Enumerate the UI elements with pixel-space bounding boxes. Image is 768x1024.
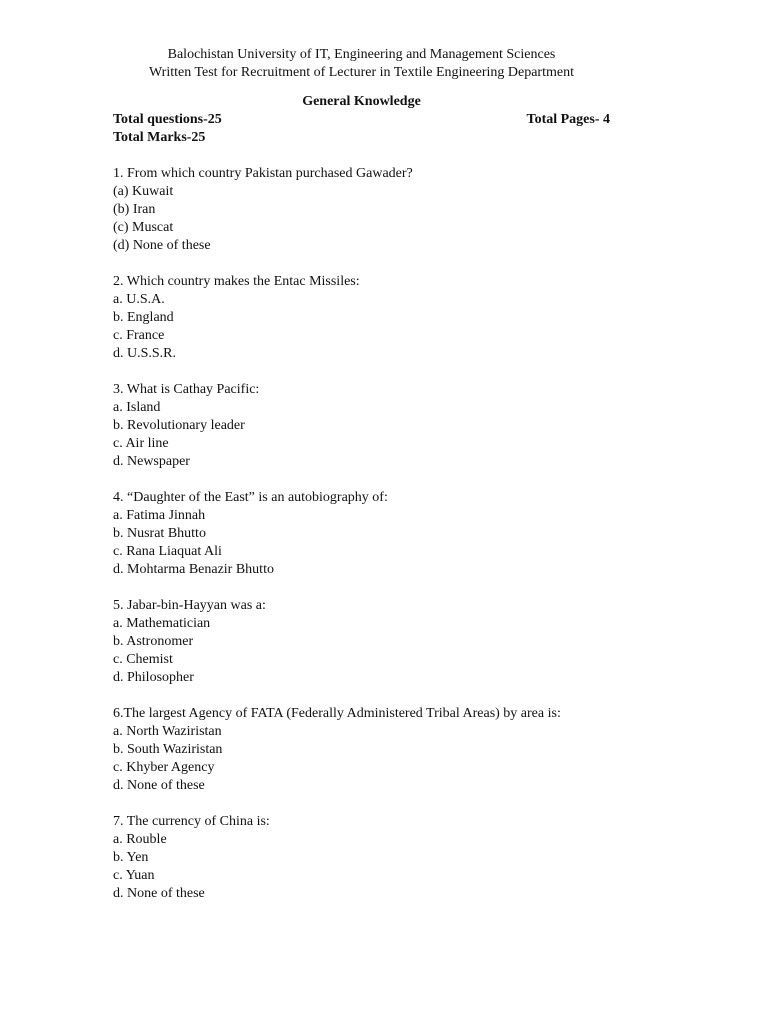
option-d: d. Philosopher [113, 670, 194, 685]
question-text: 3. What is Cathay Pacific: [113, 382, 260, 397]
question-7 [113, 813, 610, 903]
option-c: c. Air line [113, 436, 169, 451]
total-marks: Total Marks-25 [113, 130, 206, 145]
option-b: b. Yen [113, 850, 149, 865]
test-title: Written Test for Recruitment of Lecturer in Textile Engineering Department [149, 65, 574, 80]
option-c: c. Rana Liaquat Ali [113, 544, 222, 559]
total-pages: Total Pages- 4 [526, 112, 610, 127]
option-d: d. Mohtarma Benazir Bhutto [113, 562, 274, 577]
question-text: 2. Which country makes the Entac Missiles: [113, 274, 360, 289]
option-d: d. U.S.S.R. [113, 346, 177, 361]
question-5 [113, 597, 610, 687]
question-text: 5. Jabar-bin-Hayyan was a: [113, 598, 266, 613]
meta-row [113, 111, 610, 129]
option-d: d. None of these [113, 886, 205, 901]
question-list [113, 165, 610, 903]
option-a: a. Mathematician [113, 616, 211, 631]
option-b: b. Revolutionary leader [113, 418, 245, 433]
option-c: c. Khyber Agency [113, 760, 215, 775]
option-c: c. Chemist [113, 652, 173, 667]
option-b: (b) Iran [113, 202, 156, 217]
section-title: General Knowledge [302, 94, 421, 109]
option-b: b. Nusrat Bhutto [113, 526, 206, 541]
option-a: a. U.S.A. [113, 292, 165, 307]
option-c: c. Yuan [113, 868, 155, 883]
option-c: c. France [113, 328, 165, 343]
option-a: a. Rouble [113, 832, 167, 847]
question-2 [113, 273, 610, 363]
option-d: d. None of these [113, 778, 205, 793]
option-a: (a) Kuwait [113, 184, 174, 199]
option-b: b. England [113, 310, 174, 325]
option-d: d. Newspaper [113, 454, 190, 469]
option-b: b. South Waziristan [113, 742, 223, 757]
question-text: 6.The largest Agency of FATA (Federally Administered Tribal Areas) by area is: [113, 706, 561, 721]
question-4 [113, 489, 610, 579]
option-a: a. Fatima Jinnah [113, 508, 206, 523]
option-a: a. North Waziristan [113, 724, 222, 739]
question-text: 1. From which country Pakistan purchased Gawader? [113, 166, 413, 181]
document-page [113, 46, 610, 903]
question-text: 7. The currency of China is: [113, 814, 270, 829]
question-6 [113, 705, 610, 795]
question-text: 4. “Daughter of the East” is an autobiography of: [113, 490, 388, 505]
question-1 [113, 165, 610, 255]
option-d: (d) None of these [113, 238, 211, 253]
total-questions: Total questions-25 [113, 112, 222, 127]
option-b: b. Astronomer [113, 634, 194, 649]
option-a: a. Island [113, 400, 161, 415]
option-c: (c) Muscat [113, 220, 174, 235]
university-name: Balochistan University of IT, Engineering and Management Sciences [167, 47, 556, 62]
question-3 [113, 381, 610, 471]
